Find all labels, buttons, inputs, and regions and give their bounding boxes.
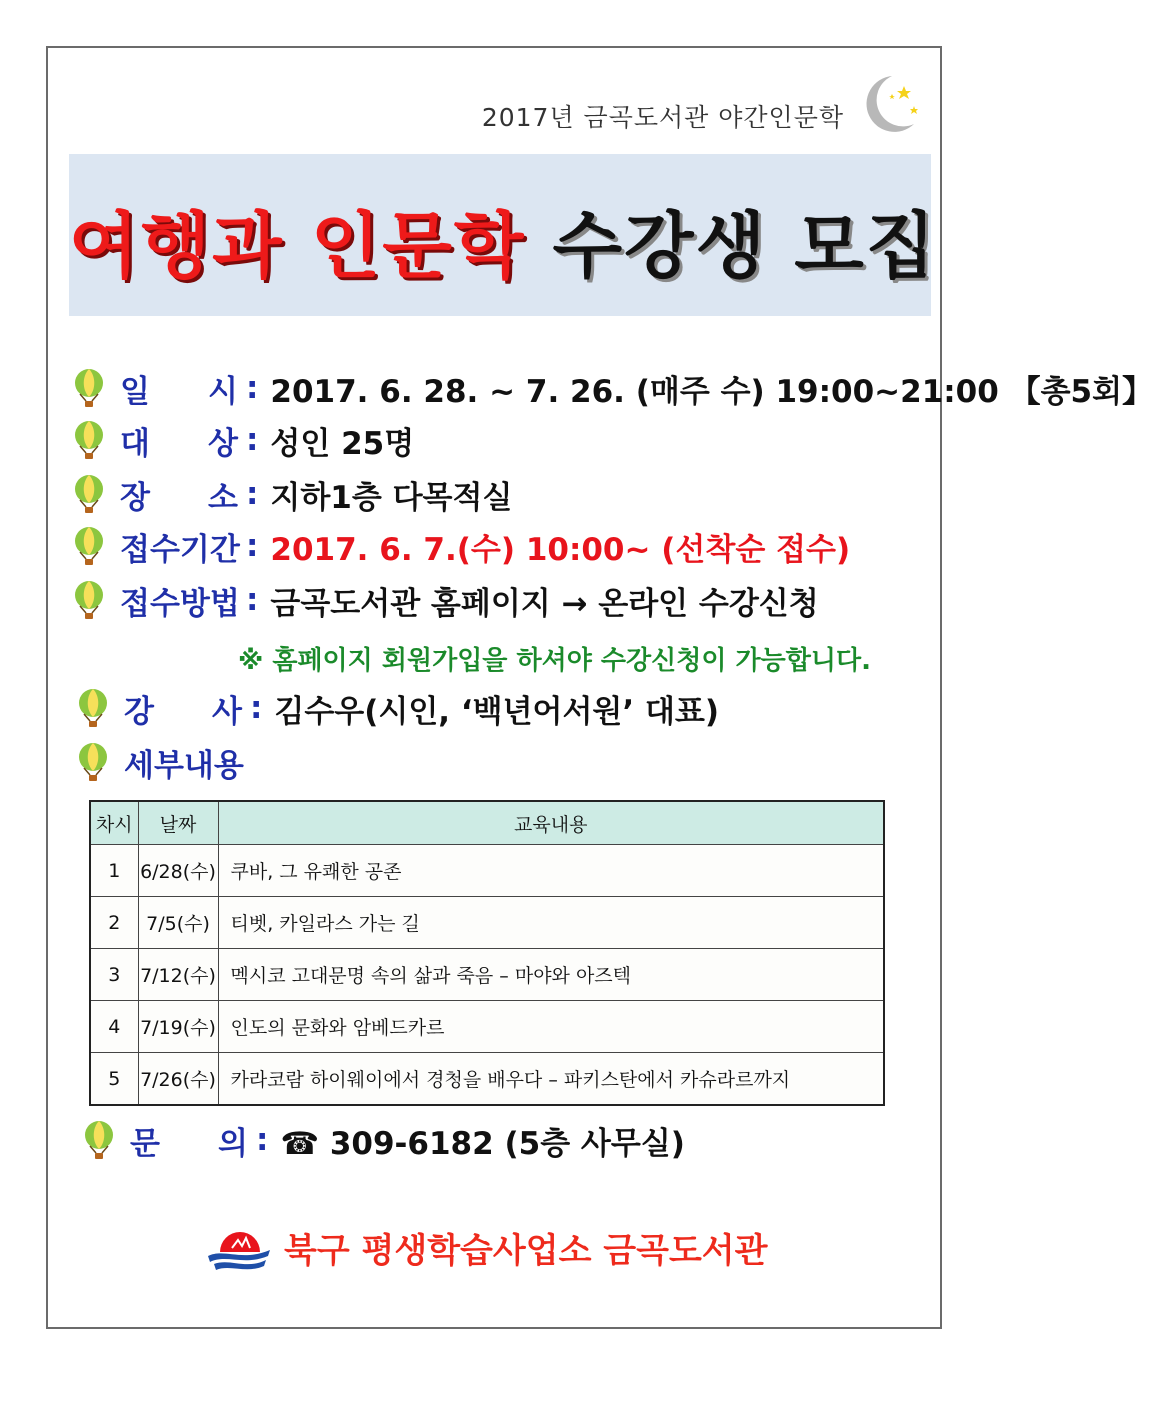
table-row (90, 897, 884, 949)
table-row (90, 949, 884, 1001)
period-label: 접수기간 (120, 531, 240, 568)
schedule-value: 2017. 6. 28. ~ 7. 26. (매주 수) 19:00~21:00 【총5회】 (270, 373, 1153, 410)
table-row (90, 1001, 884, 1053)
period-value: 2017. 6. 7.(수) 10:00~ (선착순 접수) (270, 531, 851, 568)
title-banner (69, 154, 938, 316)
place-value: 지하1층 다목적실 (270, 479, 513, 516)
signup-note: ※ 홈페이지 회원가입을 하셔야 수강신청이 가능합니다. (238, 646, 871, 676)
info-row-period: 접수기간 : 2017. 6. 7.(수) 10:00~ (선착순 접수) (72, 524, 850, 568)
schedule-table (89, 800, 885, 1106)
session-number: 2 (90, 897, 138, 949)
info-row-place: 장 소 : 지하1층 다목적실 (72, 472, 512, 516)
target-value: 성인 25명 (270, 425, 415, 462)
session-topic: 멕시코 고대문명 속의 삶과 죽음 – 마야와 아즈텍 (218, 949, 884, 1001)
session-number: 5 (90, 1053, 138, 1106)
info-row-target: 대 상 : 성인 25명 (72, 418, 414, 462)
moon-stars-icon (852, 72, 922, 134)
session-date: 7/12(수) (138, 949, 218, 1001)
contact-label: 문 의 (130, 1125, 248, 1162)
hot-air-balloon-icon (72, 526, 106, 566)
session-number: 1 (90, 845, 138, 897)
hot-air-balloon-icon (72, 474, 106, 514)
table-row (90, 1053, 884, 1106)
poster-subtitle: 2017년 금곡도서관 야간인문학 (481, 103, 844, 132)
session-topic: 쿠바, 그 유쾌한 공존 (218, 845, 884, 897)
hot-air-balloon-icon (72, 368, 106, 408)
lecturer-label: 강 사 (124, 693, 242, 730)
hot-air-balloon-icon (82, 1120, 116, 1160)
footer-organization (206, 1222, 768, 1272)
details-label: 세부내용 (124, 747, 244, 784)
session-date: 6/28(수) (138, 845, 218, 897)
hot-air-balloon-icon (72, 580, 106, 620)
header-content: 교육내용 (218, 801, 884, 845)
header-session: 차시 (90, 801, 138, 845)
session-date: 7/19(수) (138, 1001, 218, 1053)
header-date: 날짜 (138, 801, 218, 845)
library-logo-icon (206, 1222, 272, 1272)
session-number: 4 (90, 1001, 138, 1053)
session-date: 7/26(수) (138, 1053, 218, 1106)
schedule-label: 일 시 (120, 373, 238, 410)
info-row-method: 접수방법 : 금곡도서관 홈페이지 → 온라인 수강신청 (72, 578, 819, 622)
lecturer-value: 김수우(시인, ‘백년어서원’ 대표) (274, 693, 720, 730)
target-label: 대 상 (120, 425, 238, 462)
place-label: 장 소 (120, 479, 238, 516)
hot-air-balloon-icon (72, 420, 106, 460)
session-number: 3 (90, 949, 138, 1001)
session-topic: 인도의 문화와 암베드카르 (218, 1001, 884, 1053)
session-topic: 티벳, 카일라스 가는 길 (218, 897, 884, 949)
poster-title (69, 188, 938, 292)
organization-name: 북구 평생학습사업소 금곡도서관 (284, 1230, 768, 1271)
hot-air-balloon-icon (76, 688, 110, 728)
info-row-lecturer: 강 사 : 김수우(시인, ‘백년어서원’ 대표) (76, 686, 719, 730)
title-red-part: 여행과 인문학 (69, 204, 526, 288)
table-header-row (90, 801, 884, 845)
table-row (90, 845, 884, 897)
title-black-part: 수강생 모집 (552, 204, 938, 288)
session-topic: 카라코람 하이웨이에서 경청을 배우다 – 파키스탄에서 카슈라르까지 (218, 1053, 884, 1106)
method-value: 금곡도서관 홈페이지 → 온라인 수강신청 (270, 585, 819, 622)
info-row-contact: 문 의 : ☎ 309-6182 (5층 사무실) (82, 1118, 685, 1162)
info-row-schedule: 일 시 : 2017. 6. 28. ~ 7. 26. (매주 수) 19:00~21:00 【총5회】 (72, 366, 1153, 410)
contact-value: ☎ 309-6182 (5층 사무실) (280, 1125, 685, 1162)
info-row-details (76, 740, 242, 784)
hot-air-balloon-icon (76, 742, 110, 782)
method-label: 접수방법 (120, 585, 240, 622)
session-date: 7/5(수) (138, 897, 218, 949)
